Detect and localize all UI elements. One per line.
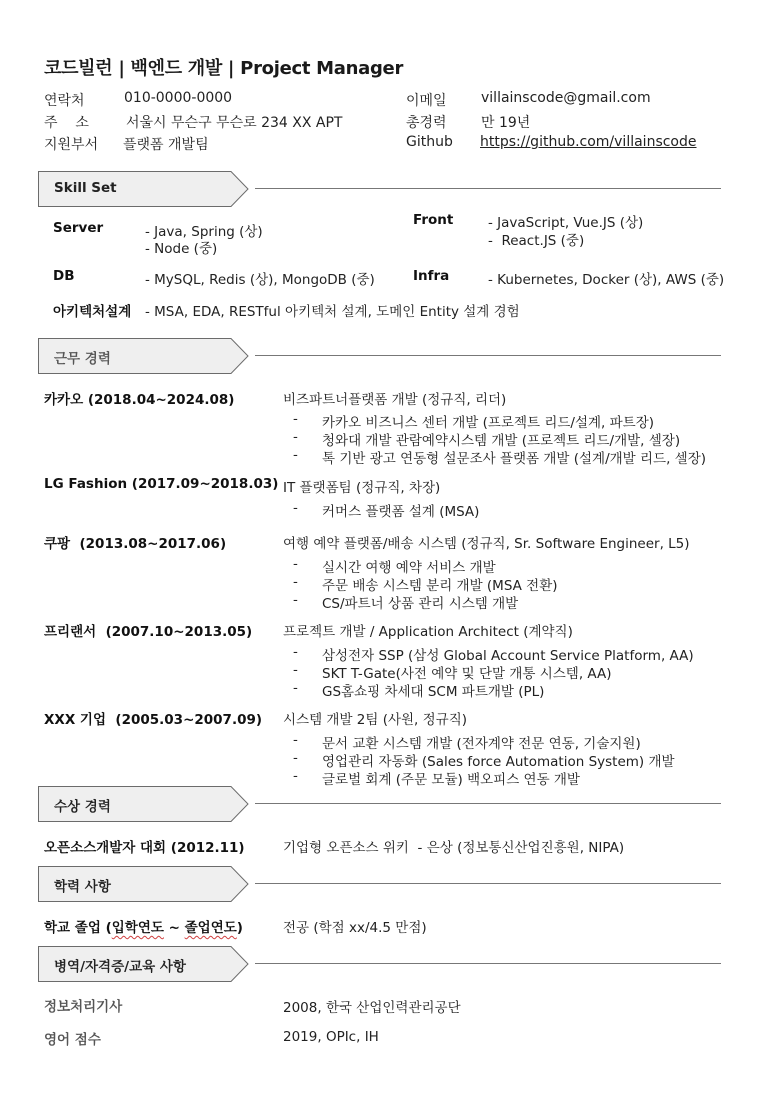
work-role: 비즈파트너플랫폼 개발 (정규직, 리더) [283,392,507,408]
education-detail: 전공 (학점 xx/4.5 만점) [283,920,427,936]
section-title: 학력 사항 [54,879,111,895]
address-value: 서울시 무슨구 무슨로 234 XX APT [126,115,343,131]
section-work-experience [38,338,250,374]
bullet-dash: - [293,644,298,660]
skill-db-value: - MySQL, Redis (상), MongoDB (중) [145,272,375,288]
github-link[interactable]: https://github.com/villainscode [480,134,697,150]
work-company: 프리랜서 (2007.10~2013.05) [44,624,253,640]
work-company: 카카오 (2018.04~2024.08) [44,392,235,408]
skill-infra-label: Infra [413,268,450,284]
contact-value: 010-0000-0000 [124,90,233,106]
section-divider [255,803,721,804]
bullet-dash: - [293,750,298,766]
skill-server-line-2: - Node (중) [145,241,218,257]
work-company: 쿠팡 (2013.08~2017.06) [44,536,227,552]
email-label: 이메일 [406,93,447,109]
work-item: 커머스 플랫폼 설계 (MSA) [322,504,480,520]
cert-detail: 2008, 한국 산업인력관리공단 [283,1000,461,1016]
bullet-dash: - [293,556,298,572]
section-title: Skill Set [54,180,117,196]
work-item: SKT T-Gate(사전 예약 및 단말 개통 시스템, AA) [322,666,612,682]
cert-name: 영어 점수 [44,1032,101,1048]
section-divider [255,355,721,356]
work-role: IT 플랫폼팀 (정규직, 차장) [283,480,441,496]
education-grad-year: 졸업연도 [184,920,237,936]
section-military-certs [38,946,250,982]
bullet-dash: - [293,732,298,748]
work-item: 톡 기반 광고 연동형 설문조사 플랫폼 개발 (설계/개발 리드, 셀장) [322,451,707,467]
skill-db-label: DB [53,268,75,284]
skill-front-label: Front [413,212,454,228]
skill-front-line-1: - JavaScript, Vue.JS (상) [488,215,644,231]
section-divider [255,188,721,189]
work-company: XXX 기업 (2005.03~2007.09) [44,712,263,728]
work-item: 카카오 비즈니스 센터 개발 (프로젝트 리드/설계, 파트장) [322,415,655,431]
bullet-dash: - [293,447,298,463]
bullet-dash: - [293,592,298,608]
work-item: CS/파트너 상품 관리 시스템 개발 [322,596,519,612]
bullet-dash: - [293,429,298,445]
section-title: 병역/자격증/교육 사항 [54,959,186,975]
bullet-dash: - [293,768,298,784]
education-entry-year: 입학연도 [111,920,164,936]
education-tilde: ~ [163,920,185,936]
education-label-post: ) [236,920,243,936]
email-value[interactable]: villainscode@gmail.com [481,90,651,106]
skill-arch-value: - MSA, EDA, RESTful 아키텍처 설계, 도메인 Entity 설계 경험 [145,304,520,320]
section-title: 수상 경력 [54,799,111,815]
section-awards [38,786,250,822]
career-label: 총경력 [406,115,447,131]
skill-arch-label: 아키텍처설계 [53,304,132,320]
work-role: 프로젝트 개발 / Application Architect (계약직) [283,624,573,640]
github-label: Github [406,134,453,150]
page-title: 코드빌런 | 백엔드 개발 | Project Manager [44,58,404,79]
section-skill-set [38,171,250,207]
work-role: 시스템 개발 2팀 (사원, 정규직) [283,712,468,728]
work-company: LG Fashion (2017.09~2018.03) [44,476,279,492]
award-name: 오픈소스개발자 대회 (2012.11) [44,840,245,856]
section-education [38,866,250,902]
education-label-pre: 학교 졸업 ( [44,920,112,936]
work-item: 삼성전자 SSP (삼성 Global Account Service Platform, AA) [322,648,694,664]
award-detail: 기업형 오픈소스 위키 - 은상 (정보통신산업진흥원, NIPA) [283,840,625,856]
education-label [44,916,243,936]
cert-name: 정보처리기사 [44,999,123,1015]
bullet-dash: - [293,574,298,590]
dept-value: 플랫폼 개발팀 [123,137,209,153]
work-item: 주문 배송 시스템 분리 개발 (MSA 전환) [322,578,558,594]
section-divider [255,883,721,884]
dept-label: 지원부서 [44,137,99,153]
address-label: 주 소 [44,115,89,131]
work-item: 문서 교환 시스템 개발 (전자계약 전문 연동, 기술지원) [322,736,641,752]
skill-infra-value: - Kubernetes, Docker (상), AWS (중) [488,272,725,288]
bullet-dash: - [293,662,298,678]
cert-detail: 2019, OPIc, IH [283,1029,379,1045]
section-title: 근무 경력 [54,351,111,367]
skill-server-line-1: - Java, Spring (상) [145,224,263,240]
work-item: 글로벌 회계 (주문 모듈) 백오피스 연동 개발 [322,772,580,788]
work-item: 청와대 개발 관람예약시스템 개발 (프로젝트 리드/개발, 셀장) [322,433,681,449]
work-item: GS홈쇼핑 차세대 SCM 파트개발 (PL) [322,684,545,700]
work-role: 여행 예약 플랫폼/배송 시스템 (정규직, Sr. Software Engineer, L5) [283,536,690,552]
contact-label: 연락처 [44,93,85,109]
bullet-dash: - [293,411,298,427]
career-value: 만 19년 [481,115,531,131]
section-divider [255,963,721,964]
bullet-dash: - [293,680,298,696]
work-item: 영업관리 자동화 (Sales force Automation System) 개발 [322,754,675,770]
skill-front-line-2: - React.JS (중) [488,233,585,249]
work-item: 실시간 여행 예약 서비스 개발 [322,560,496,576]
skill-server-label: Server [53,220,104,236]
bullet-dash: - [293,500,298,516]
